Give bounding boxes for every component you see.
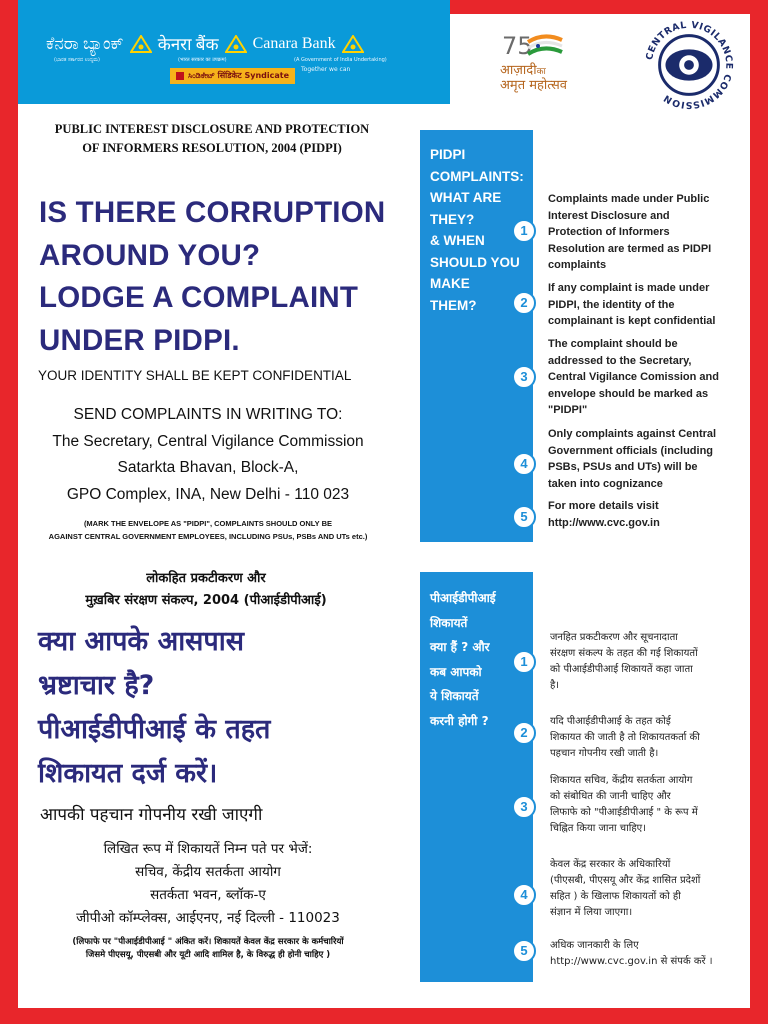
bank-name-row: [46, 32, 364, 55]
item-line: को पीआईडीपीआई शिकायतें कहा जाता: [550, 664, 693, 675]
item-line: PSBs, PSUs and UTs) will be: [548, 461, 698, 473]
english-address: [28, 402, 388, 508]
hindi-info-panel: [420, 572, 533, 982]
address-line: जीपीओ कॉम्प्लेक्स, आईएनए, नई दिल्ली - 110023: [76, 910, 340, 926]
note-line: AGAINST CENTRAL GOVERNMENT EMPLOYEES, INCLUDING PSUs, PSBs AND UTs etc.): [48, 532, 368, 541]
address-line: Satarkta Bhavan, Block-A,: [117, 459, 299, 476]
hindi-item-1: [550, 630, 750, 694]
headline-line: क्या आपके आसपास: [38, 626, 244, 657]
item-line: complainant is kept confidential: [548, 315, 716, 327]
panel-title-line: कब आपको: [430, 664, 482, 679]
bank-name-english: Canara Bank: [252, 34, 336, 52]
syndicate-logo-icon: [176, 72, 184, 80]
headline-line: IS THERE CORRUPTION: [39, 196, 386, 229]
hindi-headline: [38, 620, 270, 796]
hindi-item-5: [550, 938, 750, 970]
english-item-4: [548, 426, 738, 492]
item-line: Interest Disclosure and: [548, 209, 670, 222]
bank-sub-english: (A Government of India Undertaking): [294, 57, 387, 63]
item-line: The complaint should be: [548, 338, 678, 350]
item-line: complaints: [548, 259, 607, 271]
panel-title-line: शिकायतें: [430, 615, 468, 630]
headline-line: भ्रष्टाचार है?: [38, 670, 155, 701]
panel-title-line: THEM?: [430, 297, 477, 313]
panel-title-line: MAKE: [430, 276, 470, 291]
headline-line: पीआईडीपीआई के तहत: [38, 714, 271, 745]
number-badge: 2: [512, 291, 536, 315]
resolution-line: मुख़बिर संरक्षण संकल्प, 2004 (पीआईडीपीआई): [85, 593, 327, 608]
item-line: सहित ) के खिलाफ शिकायतों को ही: [550, 891, 681, 902]
panel-title-line: करनी होगी ?: [430, 713, 489, 728]
item-line: चिह्नित किया जाना चाहिए।: [550, 823, 646, 834]
panel-title-line: क्या हैं ? और: [430, 640, 490, 654]
english-item-2: [548, 280, 738, 330]
number-badge: 3: [512, 795, 536, 819]
address-line: GPO Complex, INA, New Delhi - 110 023: [66, 485, 350, 503]
number-badge: 2: [512, 721, 536, 745]
item-line: PIDPI, the identity of the: [548, 298, 675, 311]
number-badge: 5: [512, 939, 536, 963]
item-line: को संबोधित की जानी चाहिए और: [550, 791, 671, 802]
address-line: सतर्कता भवन, ब्लॉक-ए: [150, 887, 266, 903]
english-info-panel: [420, 130, 533, 542]
panel-title: [430, 586, 496, 733]
cvc-website-link-hindi[interactable]: http://www.cvc.gov.in से संपर्क करें ।: [550, 956, 713, 967]
item-line: (पीएसबी, पीएसयू और केंद्र शासित प्रदेशों: [550, 875, 701, 886]
number-badge: 4: [512, 452, 536, 476]
item-line: संज्ञान में लिया जाएगा।: [550, 907, 633, 918]
canara-logo-icon: [342, 35, 364, 53]
panel-title-line: & WHEN: [430, 233, 485, 248]
azadi-line1: आज़ादी: [500, 63, 537, 78]
item-line: शिकायत सचिव, केंद्रीय सतर्कता आयोग: [550, 775, 693, 786]
canara-logo-icon: [225, 35, 247, 53]
item-line: अधिक जानकारी के लिए: [550, 940, 639, 951]
hindi-section: [28, 568, 408, 960]
note-line: (लिफाफे पर "पीआईडीपीआई " अंकित करें। शिकायतें केवल केंद्र सरकार के कर्मचारियों: [72, 937, 344, 947]
panel-title-line: SHOULD YOU: [430, 254, 520, 270]
resolution-line1: PUBLIC INTEREST DISCLOSURE AND PROTECTION: [54, 122, 370, 136]
azadi-line2: अमृत महोत्सव: [500, 78, 568, 93]
item-line: लिफाफे को "पीआईडीपीआई " के रूप में: [550, 807, 698, 818]
panel-title-line: पीआईडीपीआई: [430, 591, 496, 605]
cvc-emblem-icon: [640, 16, 738, 114]
bank-tagline: Together we can: [301, 66, 351, 73]
panel-title: [430, 144, 524, 316]
panel-title-line: THEY?: [430, 211, 475, 227]
english-item-1: [548, 191, 738, 274]
item-line: शिकायत की जाती है तो शिकायतकर्ता की: [550, 732, 700, 743]
item-line: addressed to the Secretary,: [548, 354, 692, 367]
resolution-title: [34, 120, 390, 158]
address-line: SEND COMPLAINTS IN WRITING TO:: [73, 406, 343, 423]
hindi-envelope-note: [28, 936, 388, 962]
panel-title-line: COMPLAINTS:: [430, 168, 524, 184]
hindi-resolution-title: [28, 568, 384, 612]
english-section: [28, 120, 398, 541]
resolution-line2: OF INFORMERS RESOLUTION, 2004 (PIDPI): [82, 141, 342, 155]
item-line: Central Vigilance Comission and: [548, 371, 719, 383]
headline-line: LODGE A COMPLAINT: [39, 281, 359, 314]
panel-title-line: ये शिकायतें: [430, 689, 479, 703]
syndicate-badge: [170, 68, 295, 84]
cvc-ring-text: CENTRAL VIGILANCE COMMISSION: [644, 19, 735, 111]
hindi-item-2: [550, 714, 750, 762]
address-line: लिखित रूप में शिकायतें निम्न पते पर भेजें:: [103, 841, 313, 857]
canara-logo-icon: [130, 35, 152, 53]
item-line: For more details visit: [548, 500, 659, 512]
item-line: Only complaints against Central: [548, 428, 717, 440]
headline-line: AROUND YOU?: [39, 238, 261, 272]
bank-name-hindi: केनरा बैंक: [157, 35, 219, 54]
item-line: Protection of Informers: [548, 226, 670, 238]
hindi-identity-text: आपकी पहचान गोपनीय रखी जाएगी: [40, 805, 263, 825]
azadi-number: 75: [502, 32, 533, 60]
number-badge: 5: [512, 505, 536, 529]
hindi-item-3: [550, 773, 750, 837]
number-badge: 1: [512, 219, 536, 243]
item-line: पहचान गोपनीय रखी जाती है।: [550, 748, 659, 759]
item-line: यदि पीआईडीपीआई के तहत कोई: [550, 716, 671, 727]
azadi-text: [500, 64, 567, 93]
cvc-website-link[interactable]: http://www.cvc.gov.in: [548, 516, 660, 529]
syndicate-label: ಸಿಂಡಿಕೇಟ್ सिंडिकेट Syndicate: [188, 71, 289, 80]
item-line: जनहित प्रकटीकरण और सूचनादाता: [550, 632, 678, 643]
address-line: The Secretary, Central Vigilance Commission: [52, 432, 364, 450]
bank-sub-kannada: (ಭಾರತ ಸರ್ಕಾರದ ಉದ್ಯಮ): [54, 57, 100, 63]
item-line: Government officials (including: [548, 444, 714, 457]
number-badge: 4: [512, 883, 536, 907]
item-line: केवल केंद्र सरकार के अधिकारियों: [550, 859, 671, 870]
item-line: taken into cognizance: [548, 477, 663, 490]
item-line: "PIDPI": [548, 404, 588, 416]
number-badge: 1: [512, 650, 536, 674]
item-line: संरक्षण संकल्प के तहत की गई शिकायतों: [550, 648, 698, 659]
panel-title-line: PIDPI: [430, 147, 466, 162]
resolution-line: लोकहित प्रकटीकरण और: [146, 571, 266, 586]
azadi-ka: का: [536, 67, 546, 77]
identity-confidential-text: YOUR IDENTITY SHALL BE KEPT CONFIDENTIAL: [38, 368, 352, 383]
item-line: Resolution are termed as PIDPI: [548, 242, 712, 255]
hindi-address: [28, 838, 388, 930]
top-red-strip: [450, 0, 768, 14]
hindi-item-4: [550, 857, 750, 921]
envelope-note: [28, 517, 388, 543]
headline-line: UNDER PIDPI.: [39, 323, 240, 357]
english-item-5: [548, 498, 738, 531]
item-line: है।: [550, 680, 560, 691]
number-badge: 3: [512, 365, 536, 389]
note-line: (MARK THE ENVELOPE AS "PIDPI", COMPLAINTS SHOULD ONLY BE: [83, 519, 333, 528]
item-line: Complaints made under Public: [548, 193, 710, 205]
address-line: सचिव, केंद्रीय सतर्कता आयोग: [135, 864, 281, 880]
canara-bank-banner: [18, 0, 450, 104]
headline-line: शिकायत दर्ज करें।: [38, 758, 218, 789]
english-headline: [39, 192, 385, 362]
item-line: If any complaint is made under: [548, 282, 710, 294]
item-line: envelope should be marked as: [548, 387, 709, 400]
panel-title-line: WHAT ARE: [430, 190, 502, 205]
english-item-3: [548, 336, 738, 419]
bank-sub-hindi: (भारत सरकार का उपक्रम): [178, 57, 227, 63]
note-line: जिसमे पीएसयू, पीएसबी और यूटी आदि शामिल है, के विरुद्ध ही होनी चाहिए ): [85, 950, 331, 960]
bank-name-kannada: ಕೆನರಾ ಬ್ಯಾಂಕ್: [46, 33, 124, 53]
